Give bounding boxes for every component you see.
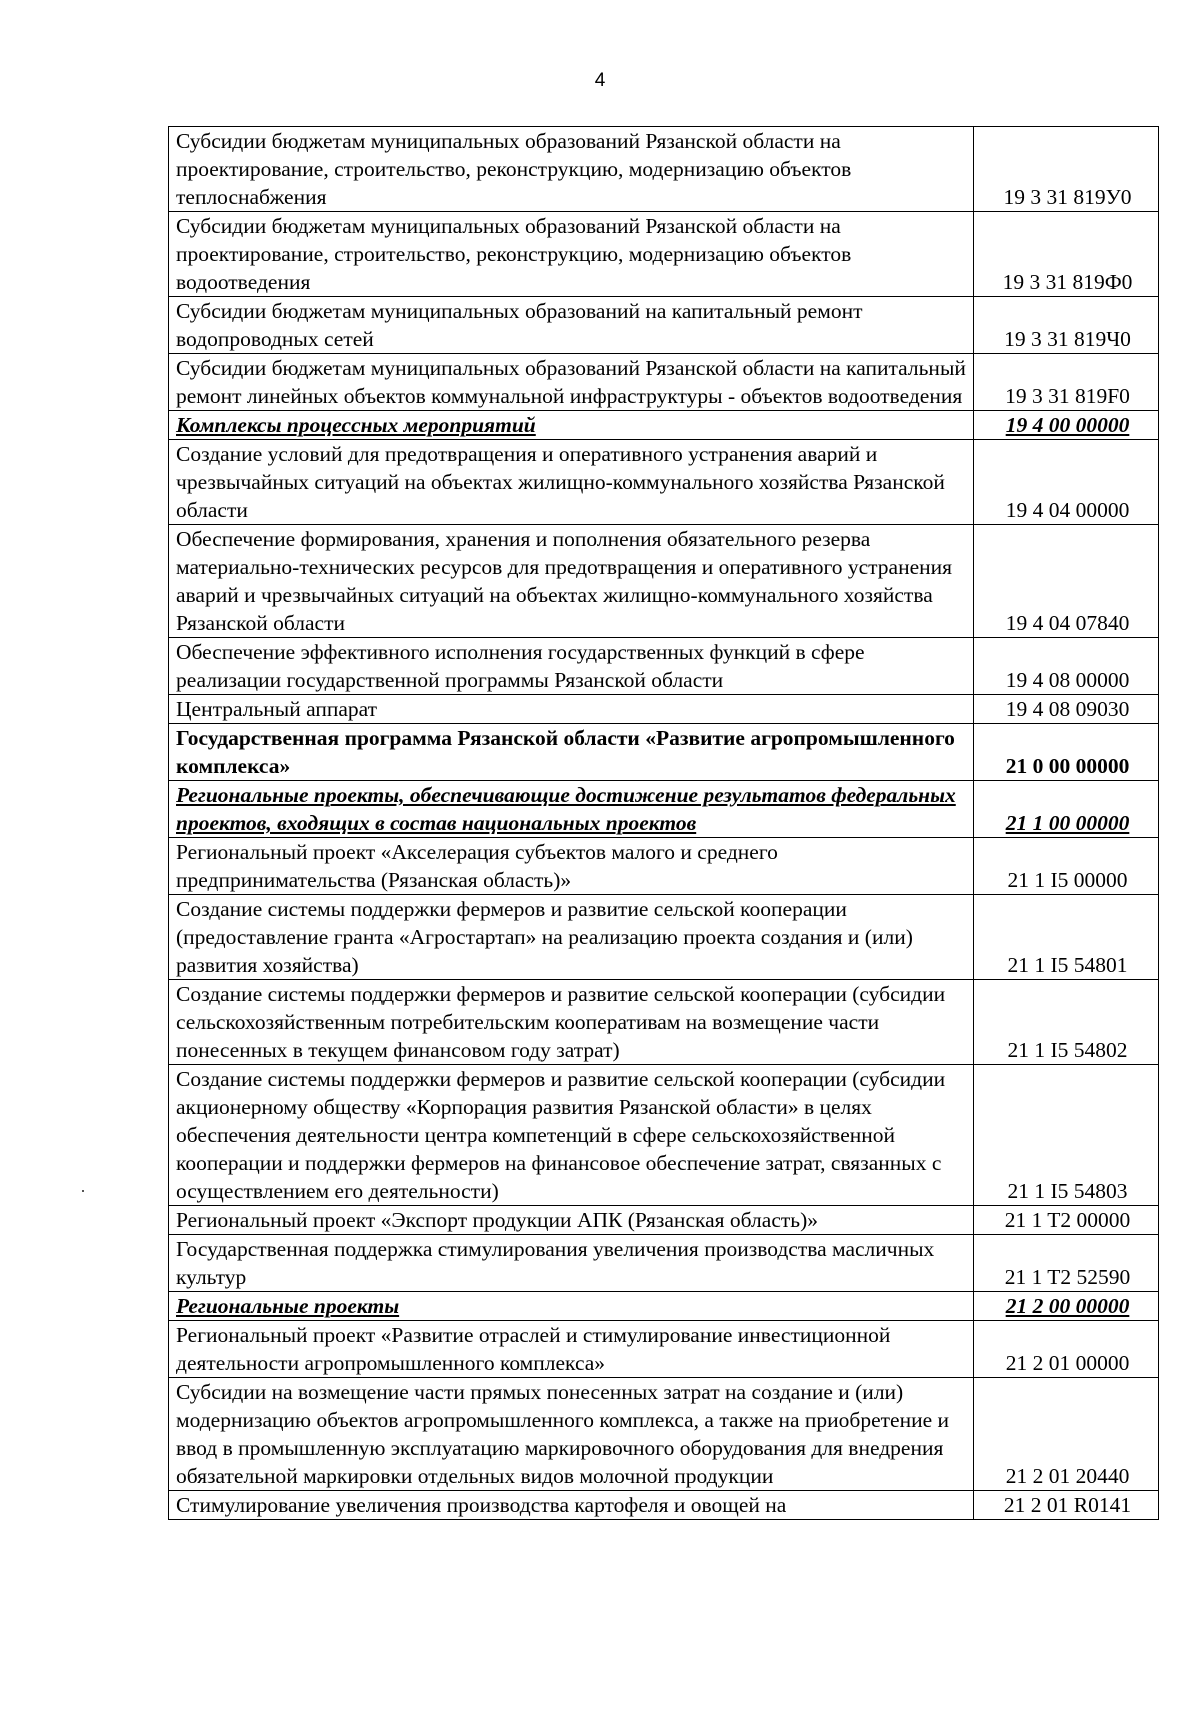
row-name-cell bbox=[169, 781, 974, 838]
row-code: 21 2 01 00000 bbox=[974, 1321, 1159, 1378]
row-name-cell bbox=[169, 838, 974, 895]
row-code: 19 3 31 819Ф0 bbox=[974, 212, 1159, 297]
row-code: 21 0 00 00000 bbox=[974, 724, 1159, 781]
row-name: Региональный проект «Развитие отраслей и стимулирование инвестиционной деятельности агропромышленного комплекса» bbox=[176, 1323, 891, 1375]
row-name-cell bbox=[169, 1321, 974, 1378]
row-name-cell bbox=[169, 127, 974, 212]
table-row bbox=[169, 525, 1159, 638]
table-row bbox=[169, 1292, 1159, 1321]
row-name: Региональные проекты, обеспечивающие достижение результатов федеральных проектов, входящих в состав национальных проектов bbox=[176, 783, 956, 835]
row-name-cell bbox=[169, 1292, 974, 1321]
scan-speck bbox=[82, 1190, 84, 1192]
table-row bbox=[169, 1491, 1159, 1520]
row-code: 21 2 01 R0141 bbox=[974, 1491, 1159, 1520]
row-code: 21 1 T2 00000 bbox=[974, 1206, 1159, 1235]
row-code: 19 4 04 00000 bbox=[974, 440, 1159, 525]
row-name-cell bbox=[169, 411, 974, 440]
table-row bbox=[169, 212, 1159, 297]
row-name: Субсидии бюджетам муниципальных образований Рязанской области на проектирование, строительство, реконструкцию, модернизацию объектов водоотведения bbox=[176, 214, 852, 294]
row-name-cell bbox=[169, 525, 974, 638]
row-name: Региональный проект «Акселерация субъектов малого и среднего предпринимательства (Рязанская область)» bbox=[176, 840, 778, 892]
row-name: Обеспечение формирования, хранения и пополнения обязательного резерва материально-технических ресурсов для предотвращения и оперативного устранения аварий и чрезвычайных ситуаций на объектах жилищно-коммунального хозяйства Рязанской области bbox=[176, 527, 953, 635]
table-row bbox=[169, 695, 1159, 724]
row-name-cell bbox=[169, 354, 974, 411]
table-row bbox=[169, 1065, 1159, 1206]
row-name-cell bbox=[169, 724, 974, 781]
row-name-cell bbox=[169, 1235, 974, 1292]
row-code: 21 1 I5 00000 bbox=[974, 838, 1159, 895]
row-name-cell bbox=[169, 980, 974, 1065]
row-name: Субсидии бюджетам муниципальных образований на капитальный ремонт водопроводных сетей bbox=[176, 299, 863, 351]
table-row bbox=[169, 838, 1159, 895]
table-row bbox=[169, 297, 1159, 354]
row-name: Создание условий для предотвращения и оперативного устранения аварий и чрезвычайных ситуаций на объектах жилищно-коммунального хозяйства Рязанской области bbox=[176, 442, 945, 522]
row-code: 21 2 01 20440 bbox=[974, 1378, 1159, 1491]
row-code: 21 1 I5 54802 bbox=[974, 980, 1159, 1065]
row-name: Субсидии бюджетам муниципальных образований Рязанской области на проектирование, строительство, реконструкцию, модернизацию объектов теплоснабжения bbox=[176, 129, 852, 209]
row-name-cell bbox=[169, 895, 974, 980]
row-name-cell bbox=[169, 638, 974, 695]
row-code: 19 4 08 09030 bbox=[974, 695, 1159, 724]
table-row bbox=[169, 724, 1159, 781]
page-number: 4 bbox=[594, 70, 606, 91]
row-name-cell bbox=[169, 695, 974, 724]
row-name: Комплексы процессных мероприятий bbox=[176, 413, 536, 437]
row-code: 19 3 31 819F0 bbox=[974, 354, 1159, 411]
table-row bbox=[169, 1235, 1159, 1292]
row-name: Обеспечение эффективного исполнения государственных функций в сфере реализации государственной программы Рязанской области bbox=[176, 640, 865, 692]
row-name-cell bbox=[169, 1206, 974, 1235]
row-name-cell bbox=[169, 440, 974, 525]
row-name: Региональные проекты bbox=[176, 1294, 400, 1318]
row-code: 19 4 00 00000 bbox=[974, 411, 1159, 440]
row-name: Государственная программа Рязанской области «Развитие агропромышленного комплекса» bbox=[176, 726, 955, 778]
row-code: 19 4 08 00000 bbox=[974, 638, 1159, 695]
row-code: 19 3 31 819Ч0 bbox=[974, 297, 1159, 354]
budget-classification-table bbox=[168, 126, 1159, 1520]
row-name: Региональный проект «Экспорт продукции АПК (Рязанская область)» bbox=[176, 1208, 818, 1232]
row-code: 21 2 00 00000 bbox=[974, 1292, 1159, 1321]
table-row bbox=[169, 440, 1159, 525]
row-code: 19 3 31 819У0 bbox=[974, 127, 1159, 212]
row-name-cell bbox=[169, 1378, 974, 1491]
row-code: 21 1 I5 54803 bbox=[974, 1065, 1159, 1206]
row-name: Центральный аппарат bbox=[176, 697, 378, 721]
table-row bbox=[169, 354, 1159, 411]
row-name: Создание системы поддержки фермеров и развитие сельской кооперации (субсидии акционерному обществу «Корпорация развития Рязанской области» в целях обеспечения деятельности центра компетенций в сфере сельскохозяйственной кооперации и поддержки фермеров на финансовое обеспечение затрат, связанных с осуществлением его деятельности) bbox=[176, 1067, 946, 1203]
table-row bbox=[169, 781, 1159, 838]
table-row bbox=[169, 1378, 1159, 1491]
table-row bbox=[169, 980, 1159, 1065]
row-name-cell bbox=[169, 1065, 974, 1206]
row-code: 21 1 00 00000 bbox=[974, 781, 1159, 838]
table-row bbox=[169, 127, 1159, 212]
table-row bbox=[169, 1321, 1159, 1378]
row-name: Создание системы поддержки фермеров и развитие сельской кооперации (предоставление гранта «Агростартап» на реализацию проекта создания и (или) развития хозяйства) bbox=[176, 897, 913, 977]
table-row bbox=[169, 411, 1159, 440]
row-code: 21 1 I5 54801 bbox=[974, 895, 1159, 980]
table-row bbox=[169, 638, 1159, 695]
row-name-cell bbox=[169, 1491, 974, 1520]
row-code: 19 4 04 07840 bbox=[974, 525, 1159, 638]
row-code: 21 1 T2 52590 bbox=[974, 1235, 1159, 1292]
row-name-cell bbox=[169, 212, 974, 297]
row-name: Государственная поддержка стимулирования увеличения производства масличных культур bbox=[176, 1237, 935, 1289]
row-name: Субсидии бюджетам муниципальных образований Рязанской области на капитальный ремонт линейных объектов коммунальной инфраструктуры - объектов водоотведения bbox=[176, 356, 966, 408]
row-name-cell bbox=[169, 297, 974, 354]
row-name: Субсидии на возмещение части прямых понесенных затрат на создание и (или) модернизацию объектов агропромышленного комплекса, а также на приобретение и ввод в промышленную эксплуатацию маркировочного оборудования для внедрения обязательной маркировки отдельных видов молочной продукции bbox=[176, 1380, 950, 1488]
table-body bbox=[169, 127, 1159, 1520]
row-name: Стимулирование увеличения производства картофеля и овощей на bbox=[176, 1493, 787, 1517]
row-name: Создание системы поддержки фермеров и развитие сельской кооперации (субсидии сельскохозяйственным потребительским кооперативам на возмещение части понесенных в текущем финансовом году затрат) bbox=[176, 982, 946, 1062]
table-row bbox=[169, 895, 1159, 980]
table-row bbox=[169, 1206, 1159, 1235]
